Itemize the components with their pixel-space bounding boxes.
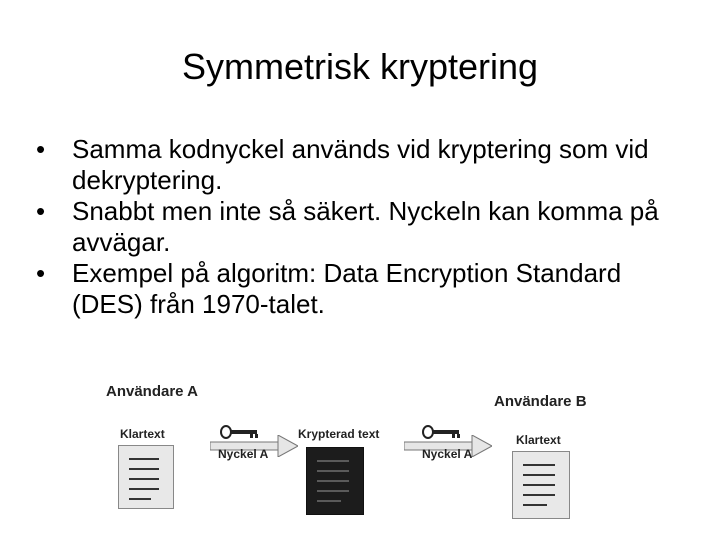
bullet-marker: • bbox=[36, 196, 46, 226]
slide-title: Symmetrisk kryptering bbox=[181, 46, 539, 87]
key-left-label: Nyckel A bbox=[218, 447, 269, 461]
key-right-label: Nyckel A bbox=[422, 447, 473, 461]
user-a-label: Användare A bbox=[106, 383, 198, 400]
bullet-text: Exempel på algoritm: Data Encryption Standard (DES) från 1970-talet. bbox=[72, 258, 622, 319]
bullet-text: Snabbt men inte så säkert. Nyckeln kan komma på avvägar. bbox=[72, 196, 659, 257]
bullet-item bbox=[36, 258, 696, 320]
ciphertext-label: Krypterad text bbox=[298, 427, 380, 441]
bullet-item bbox=[36, 196, 696, 258]
bullet-list bbox=[36, 134, 696, 320]
key-icon bbox=[422, 425, 462, 439]
plaintext-document-icon bbox=[118, 445, 174, 509]
bullet-text: Samma kodnyckel används vid kryptering som vid dekryptering. bbox=[72, 134, 649, 195]
bullet-marker: • bbox=[36, 258, 46, 288]
bullet-marker: • bbox=[36, 134, 46, 164]
plaintext-document-icon bbox=[512, 451, 570, 519]
plaintext-left-label: Klartext bbox=[120, 427, 165, 441]
ciphertext-document-icon bbox=[306, 447, 364, 515]
user-b-label: Användare B bbox=[494, 393, 587, 410]
bullet-item bbox=[36, 134, 696, 196]
encryption-diagram bbox=[92, 375, 612, 540]
key-icon bbox=[220, 425, 260, 439]
plaintext-right-label: Klartext bbox=[516, 433, 561, 447]
